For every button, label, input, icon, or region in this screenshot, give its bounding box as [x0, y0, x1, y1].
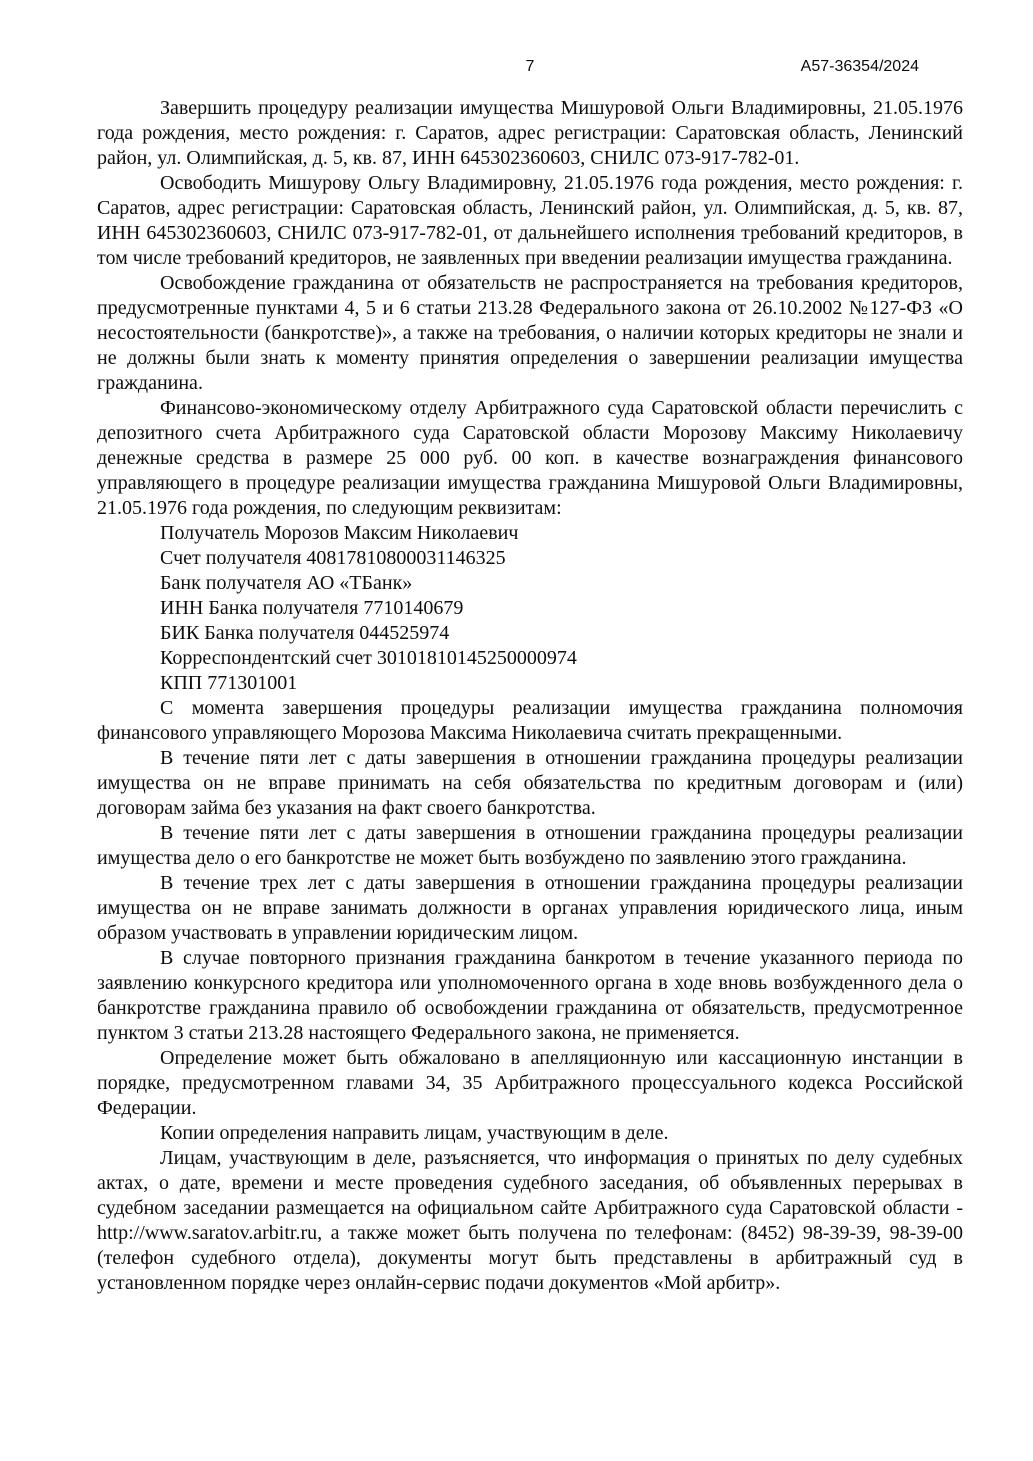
requisite-line: Получатель Морозов Максим Николаевич [160, 522, 519, 544]
requisite-line: Банк получателя АО «ТБанк» [160, 572, 413, 594]
document-paragraph: Освободить Мишурову Ольгу Владимировну, 21.05.1976 года рождения, место рождения: г. Саратов, адрес регистрации: Саратовская область, Ленинский район, ул. Олимпийская, д. 5, кв. 87, ИНН 645302360603, СНИЛС 073-917-782-01, от дальнейшего исполнения требований кредиторов, в том числе требований кредиторов, не заявленных при введении реализации имущества гражданина. [97, 172, 963, 269]
document-paragraph: В течение пяти лет с даты завершения в отношении гражданина процедуры реализации имущества он не вправе принимать на себя обязательства по кредитным договорам и (или) договорам займа без указания на факт своего банкротства. [97, 747, 963, 819]
document-body [97, 96, 963, 1296]
document-paragraph: Определение может быть обжаловано в апелляционную или кассационную инстанции в порядке, предусмотренном главами 34, 35 Арбитражного процессуального кодекса Российской Федерации. [97, 1047, 963, 1119]
requisite-line: КПП 771301001 [160, 672, 298, 694]
document-paragraph: В случае повторного признания гражданина банкротом в течение указанного периода по заявлению конкурсного кредитора или уполномоченного органа в ходе вновь возбужденного дела о банкротстве гражданина правило об освобождении гражданина от обязательств, предусмотренное пунктом 3 статьи 213.28 настоящего Федерального закона, не применяется. [97, 947, 963, 1044]
document-paragraph: Освобождение гражданина от обязательств не распространяется на требования кредиторов, предусмотренные пунктами 4, 5 и 6 статьи 213.28 Федерального закона от 26.10.2002 №127-ФЗ «О несостоятельности (банкротстве)», а также на требования, о наличии которых кредиторы не знали и не должны были знать к моменту принятия определения о завершении реализации имущества гражданина. [97, 272, 963, 394]
document-paragraph: Лицам, участвующим в деле, разъясняется, что информация о принятых по делу судебных актах, о дате, времени и месте проведения судебного заседания, об объявленных перерывах в судебном заседании размещается на официальном сайте Арбитражного суда Саратовской области - http://www.saratov.arbitr.ru, а также может быть получена по телефонам: (8452) 98-39-39, 98-39-00 (телефон судебного отдела), документы могут быть представлены в арбитражный суд в установленном порядке через онлайн-сервис подачи документов «Мой арбитр». [97, 1147, 963, 1294]
requisite-line: БИК Банка получателя 044525974 [160, 622, 450, 644]
page-number: 7 [525, 58, 535, 75]
requisite-line: ИНН Банка получателя 7710140679 [160, 597, 464, 619]
document-paragraph: Копии определения направить лицам, участвующим в деле. [160, 1122, 669, 1144]
requisite-line: Счет получателя 40817810800031146325 [160, 547, 506, 569]
document-paragraph: Финансово-экономическому отделу Арбитражного суда Саратовской области перечислить с депозитного счета Арбитражного суда Саратовской области Морозову Максиму Николаевичу денежные средства в размере 25 000 руб. 00 коп. в качестве вознаграждения финансового управляющего в процедуре реализации имущества гражданина Мишуровой Ольги Владимировны, 21.05.1976 года рождения, по следующим реквизитам: [97, 397, 963, 519]
document-paragraph: Завершить процедуру реализации имущества Мишуровой Ольги Владимировны, 21.05.1976 года рождения, место рождения: г. Саратов, адрес регистрации: Саратовская область, Ленинский район, ул. Олимпийская, д. 5, кв. 87, ИНН 645302360603, СНИЛС 073-917-782-01. [97, 97, 963, 169]
page-header [97, 57, 963, 79]
case-number: А57-36354/2024 [800, 58, 919, 75]
requisite-line: Корреспондентский счет 30101810145250000974 [160, 647, 577, 669]
document-paragraph: С момента завершения процедуры реализации имущества гражданина полномочия финансового управляющего Морозова Максима Николаевича считать прекращенными. [97, 697, 963, 744]
document-paragraph: В течение трех лет с даты завершения в отношении гражданина процедуры реализации имущества он не вправе занимать должности в органах управления юридического лица, иным образом участвовать в управлении юридическим лицом. [97, 872, 963, 944]
document-paragraph: В течение пяти лет с даты завершения в отношении гражданина процедуры реализации имущества дело о его банкротстве не может быть возбуждено по заявлению этого гражданина. [97, 822, 963, 869]
